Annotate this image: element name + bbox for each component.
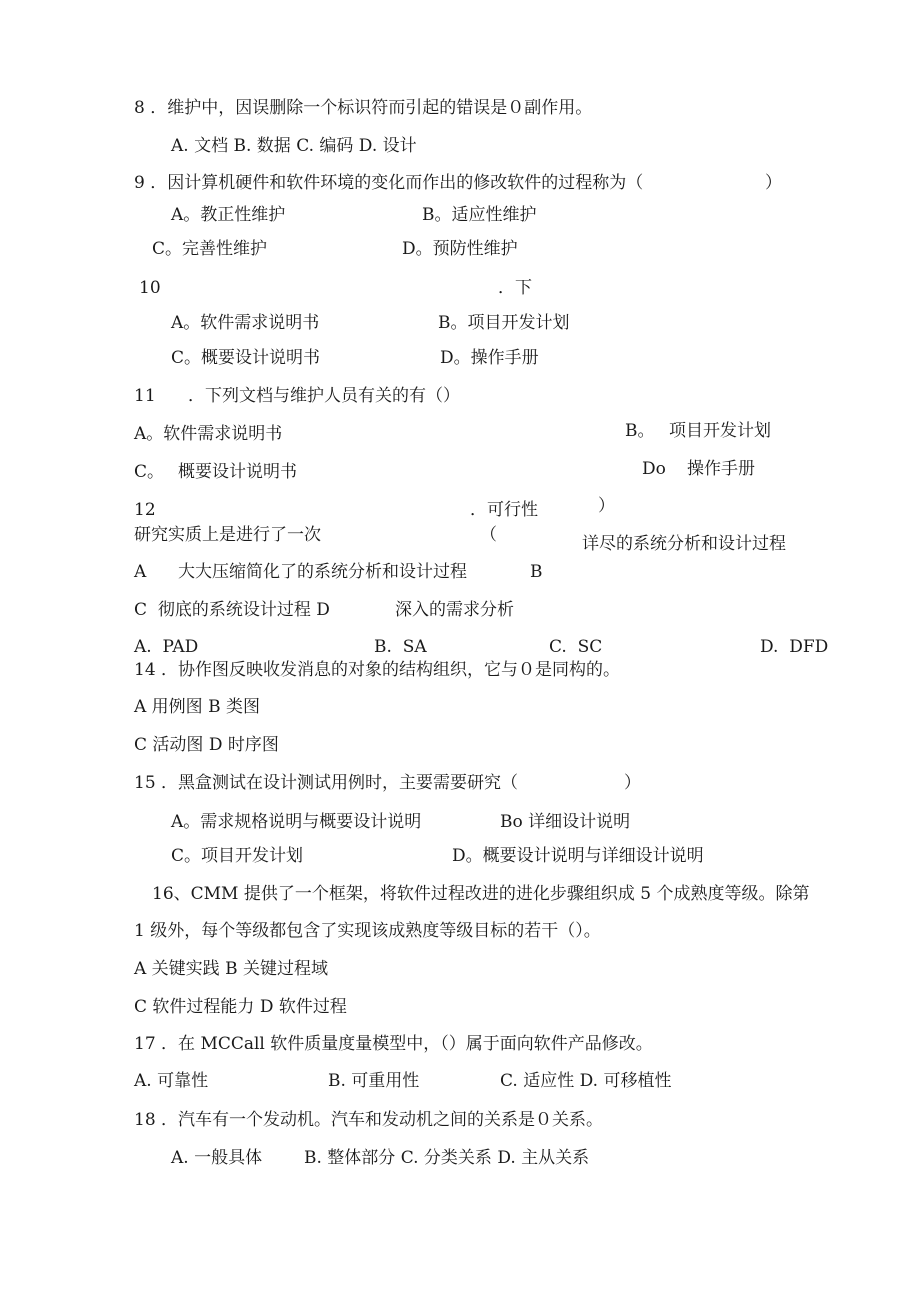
- q14-options-cd: C 活动图 D 时序图: [134, 735, 279, 755]
- q13-option-b: B. SA: [374, 637, 427, 657]
- q10-number: 10: [139, 278, 161, 298]
- q8-options: A. 文档 B. 数据 C. 编码 D. 设计: [171, 136, 417, 156]
- q10-stem-tail: ．下: [498, 278, 532, 298]
- q12-option-d: 深入的需求分析: [395, 600, 514, 620]
- q18-option-a: A. 一般具体: [171, 1148, 263, 1168]
- q15-option-d: D。概要设计说明与详细设计说明: [452, 846, 704, 866]
- q10-option-a: A。软件需求说明书: [171, 313, 320, 333]
- q14-options-ab: A 用例图 B 类图: [134, 697, 260, 717]
- q12-open-paren: （: [480, 525, 497, 545]
- q16-stem-line1: 16、CMM 提供了一个框架，将软件过程改进的进化步骤组织成 5 个成熟度等级。除第: [152, 884, 810, 904]
- q10-option-d: D。操作手册: [440, 348, 539, 368]
- q11-option-c-letter: C。: [134, 462, 165, 482]
- q11-option-d-text: 操作手册: [687, 459, 755, 479]
- q10-option-b: B。项目开发计划: [438, 313, 570, 333]
- q11-number: 11: [134, 386, 156, 406]
- q17-option-a: A. 可靠性: [134, 1071, 209, 1091]
- q10-option-c: C。概要设计说明书: [171, 348, 321, 368]
- q12-close-paren: ）: [598, 496, 615, 516]
- q9-stem: 9 ．因计算机硬件和软件环境的变化而作出的修改软件的过程称为（: [134, 173, 644, 193]
- q12-option-b-text: 详尽的系统分析和设计过程: [582, 534, 786, 554]
- q18-stem: 18 ．汽车有一个发动机。汽车和发动机之间的关系是０关系。: [134, 1110, 604, 1130]
- q17-option-b: B. 可重用性: [328, 1071, 420, 1091]
- q16-options-cd: C 软件过程能力 D 软件过程: [134, 997, 347, 1017]
- q11-option-b-letter: B。: [625, 421, 655, 441]
- q9-close-paren: ）: [765, 173, 782, 193]
- q8-stem: 8 ．维护中，因误删除一个标识符而引起的错误是０副作用。: [134, 98, 593, 118]
- q13-option-c: C. SC: [549, 637, 603, 657]
- q15-option-a: A。需求规格说明与概要设计说明: [171, 812, 422, 832]
- q11-stem: ．下列文档与维护人员有关的有（）: [188, 386, 460, 406]
- q12-option-b-letter: B: [530, 562, 543, 582]
- q9-option-b: B。适应性维护: [422, 205, 537, 225]
- q11-option-d-letter: Do: [642, 459, 666, 479]
- q12-number: 12: [134, 500, 156, 520]
- q9-option-a: A。教正性维护: [171, 205, 286, 225]
- q12-stem-tail: ．可行性: [470, 500, 538, 520]
- q16-stem-line2: 1 级外，每个等级都包含了实现该成熟度等级目标的若干（）。: [134, 921, 601, 941]
- q9-option-d: D。预防性维护: [402, 239, 518, 259]
- q16-options-ab: A 关键实践 B 关键过程域: [134, 959, 328, 979]
- q12-stem-line2: 研究实质上是进行了一次: [134, 525, 321, 545]
- q13-option-a: A. PAD: [134, 637, 199, 657]
- q17-options-cd: C. 适应性 D. 可移植性: [500, 1071, 672, 1091]
- q12-option-a-letter: A: [134, 562, 147, 582]
- q12-option-c: C 彻底的系统设计过程 D: [134, 600, 330, 620]
- q11-option-b-text: 项目开发计划: [669, 421, 771, 441]
- q15-stem: 15 ．黑盒测试在设计测试用例时，主要需要研究（: [134, 773, 519, 793]
- q12-option-a-text: 大大压缩简化了的系统分析和设计过程: [178, 562, 467, 582]
- q9-option-c: C。完善性维护: [152, 239, 268, 259]
- q15-option-c: C。项目开发计划: [171, 846, 304, 866]
- q15-close-paren: ）: [624, 773, 641, 793]
- q15-option-b: Bo 详细设计说明: [500, 812, 631, 832]
- q18-options-bcd: B. 整体部分 C. 分类关系 D. 主从关系: [304, 1148, 590, 1168]
- q13-option-d: D. DFD: [760, 637, 829, 657]
- q11-option-c-text: 概要设计说明书: [178, 462, 297, 482]
- q14-stem: 14 ．协作图反映收发消息的对象的结构组织，它与０是同构的。: [134, 660, 621, 680]
- q11-option-a: A。软件需求说明书: [134, 424, 283, 444]
- q17-stem: 17 ．在 MCCall 软件质量度量模型中，（）属于面向软件产品修改。: [134, 1034, 653, 1054]
